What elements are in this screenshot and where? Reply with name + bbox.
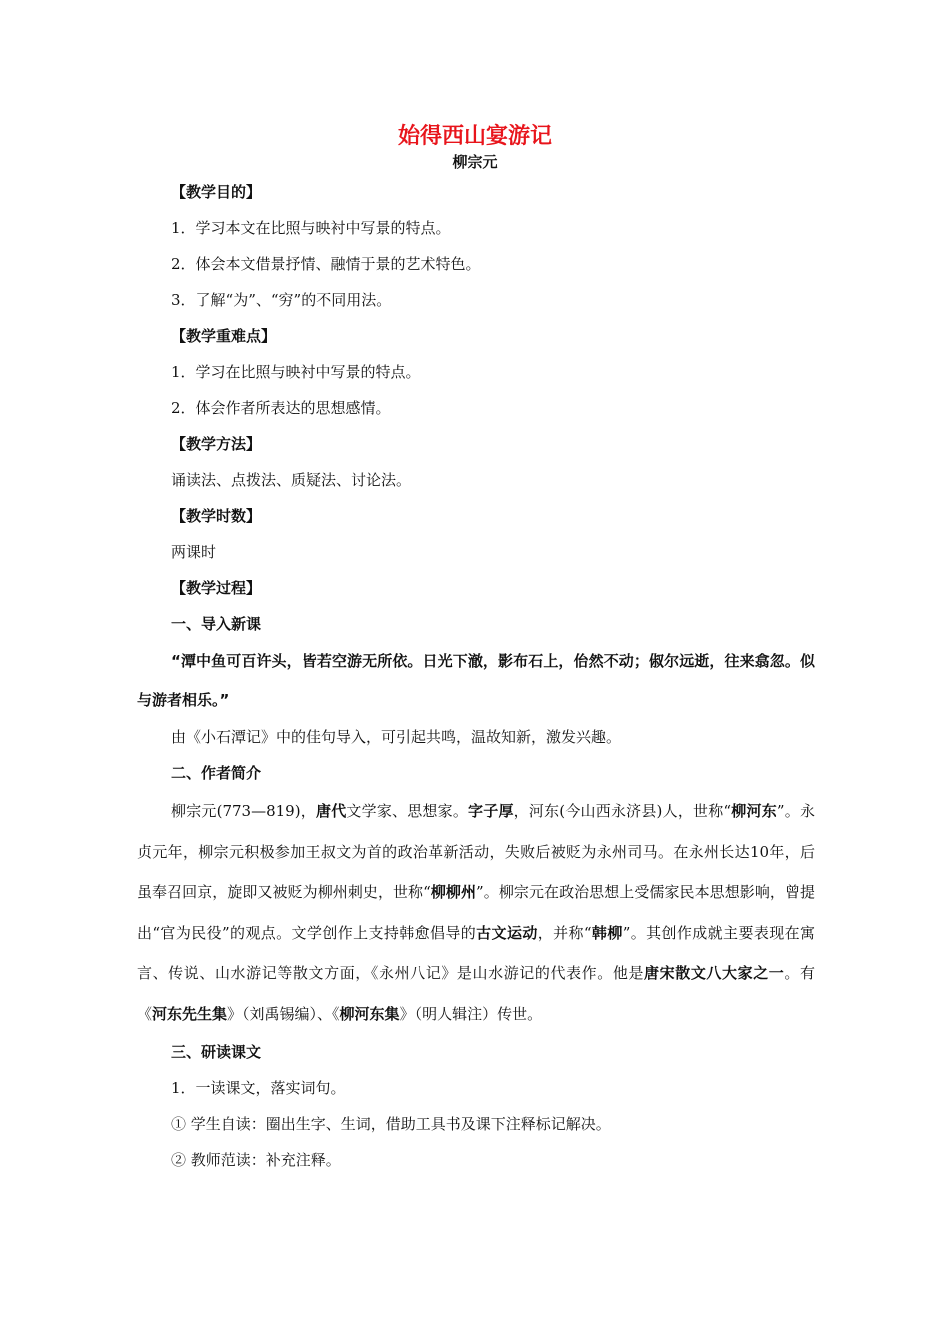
bio-text: ”。柳宗元在政治思想上受儒家民本思想影响，曾提出“官为民役”的观点。文学创作上支持韩愈倡导的 bbox=[137, 883, 816, 942]
bio-emphasis: 河东先生集 bbox=[152, 1004, 228, 1023]
subheading-study: 三、研读课文 bbox=[171, 1043, 262, 1061]
study-item: ② 教师范读：补充注释。 bbox=[171, 1151, 341, 1169]
bio-text: ”。永贞元年，柳宗元积极参加王叔文为首的政治革新活动，失败后被贬为永州司马。在永州长达10年，后虽奉召回京，旋即又被贬为柳州刺史，世称“ bbox=[137, 802, 815, 901]
bio-text: 》（明人辑注）传世。 bbox=[399, 1004, 543, 1023]
goal-item: 2．体会本文借景抒情、融情于景的艺术特色。 bbox=[171, 255, 481, 273]
methods-text: 诵读法、点拨法、质疑法、讨论法。 bbox=[171, 471, 412, 489]
bio-text: 柳宗元(773—819)， bbox=[171, 802, 316, 820]
key-point-item: 1．学习在比照与映衬中写景的特点。 bbox=[171, 363, 421, 381]
section-heading-goals: 【教学目的】 bbox=[171, 183, 262, 201]
goal-item: 3．了解“为”、“穷”的不同用法。 bbox=[171, 291, 392, 309]
bio-text: ，并称“ bbox=[537, 923, 592, 942]
bio-text: 文学家、思想家。 bbox=[346, 802, 469, 820]
author-bio-paragraph bbox=[137, 791, 815, 1034]
study-item: ① 学生自读：圈出生字、生词，借助工具书及课下注释标记解决。 bbox=[171, 1115, 611, 1133]
bio-emphasis: 柳河东 bbox=[731, 802, 777, 820]
bio-emphasis: 字子厚 bbox=[468, 802, 514, 820]
subheading-intro: 一、导入新课 bbox=[171, 615, 262, 633]
document-title: 始得西山宴游记 bbox=[397, 124, 552, 149]
author-name: 柳宗元 bbox=[452, 153, 498, 171]
goal-item: 1．学习本文在比照与映衬中写景的特点。 bbox=[171, 219, 451, 237]
document-body bbox=[137, 174, 815, 1178]
bio-emphasis: 唐代 bbox=[315, 802, 347, 820]
section-heading-methods: 【教学方法】 bbox=[171, 435, 262, 453]
bio-text: ”。其创作成就主要表现在寓言、传说、山水游记等散文方面，《永州八记》是山水游记的代表作。他是 bbox=[137, 923, 815, 982]
hours-text: 两课时 bbox=[171, 543, 217, 561]
bio-text: 》（刘禹锡编）、《 bbox=[227, 1004, 340, 1023]
bio-text: ，河东(今山西永济县)人，世称“ bbox=[513, 802, 732, 820]
subheading-author: 二、作者简介 bbox=[171, 764, 262, 782]
bio-text: 。有《 bbox=[137, 964, 815, 1023]
section-heading-process: 【教学过程】 bbox=[171, 579, 262, 597]
key-point-item: 2．体会作者所表达的思想感情。 bbox=[171, 399, 391, 417]
bio-emphasis: 韩柳 bbox=[591, 923, 623, 942]
section-heading-key-points: 【教学重难点】 bbox=[171, 327, 277, 345]
section-heading-hours: 【教学时数】 bbox=[171, 507, 262, 525]
bio-emphasis: 唐宋散文八大家之一 bbox=[644, 964, 785, 982]
intro-text: 由《小石潭记》中的佳句导入，可引起共鸣，温故知新，激发兴趣。 bbox=[171, 728, 622, 746]
bio-emphasis: 柳河东集 bbox=[339, 1004, 400, 1023]
bio-emphasis: 柳柳州 bbox=[430, 883, 477, 901]
bio-emphasis: 古文运动 bbox=[476, 923, 538, 942]
study-item: 1．一读课文，落实词句。 bbox=[171, 1079, 346, 1097]
intro-quote: “潭中鱼可百许头，皆若空游无所依。日光下澈，影布石上，佁然不动；俶尔远逝，往来翕忽。似与游者相乐。” bbox=[137, 652, 815, 709]
